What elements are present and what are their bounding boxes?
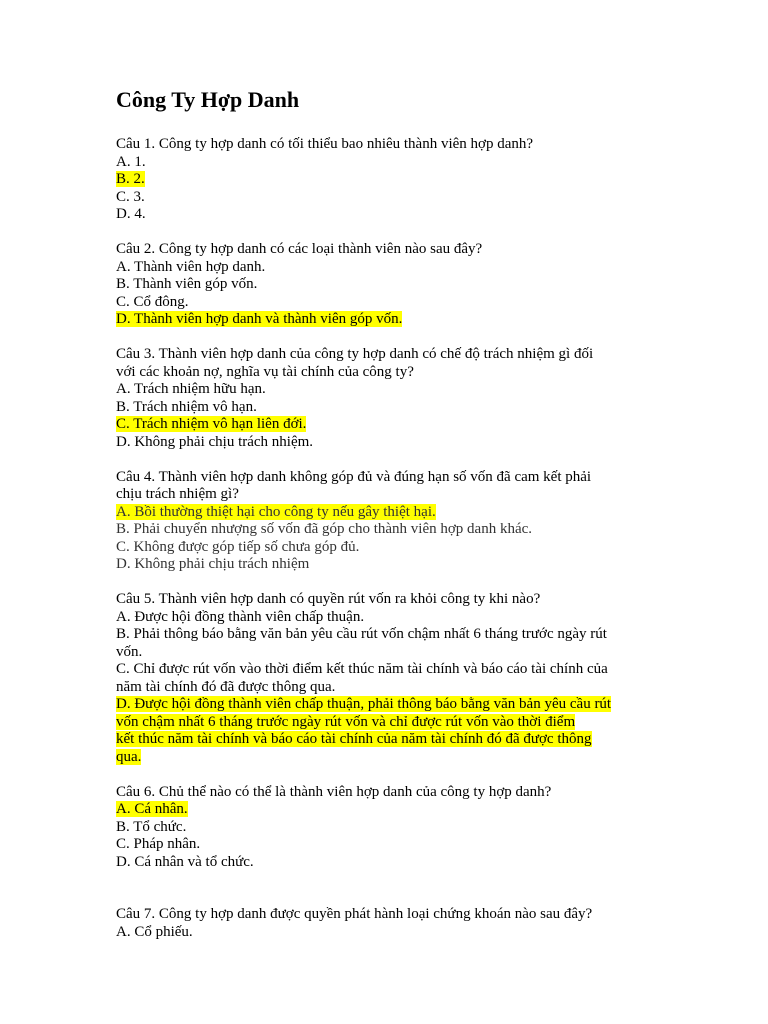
answer-option-highlighted: [116, 504, 656, 522]
question-text: chịu trách nhiệm gì?: [116, 486, 239, 502]
answer-option-text: B. Phải chuyển nhượng số vốn đã góp cho thành viên hợp danh khác.: [116, 521, 533, 537]
answer-option: [116, 854, 656, 872]
answer-option-highlighted: [116, 714, 656, 732]
question-text: Câu 6. Chủ thể nào có thể là thành viên hợp danh của công ty hợp danh?: [116, 783, 552, 800]
answer-option: [116, 259, 656, 277]
answer-option: [116, 556, 656, 574]
answer-option-highlighted: [116, 171, 656, 189]
question-text: với các khoản nợ, nghĩa vụ tài chính của công ty?: [116, 363, 414, 380]
answer-option-highlighted: [116, 696, 656, 714]
answer-option-text: A. Cá nhân.: [116, 801, 188, 817]
answer-option: [116, 294, 656, 312]
answer-option-text: kết thúc năm tài chính và báo cáo tài chính của năm tài chính đó đã được thông: [116, 731, 592, 747]
answer-option-text: C. Không được góp tiếp số chưa góp đủ.: [116, 538, 360, 555]
answer-option-text: C. Pháp nhân.: [116, 836, 201, 852]
answer-option: [116, 609, 656, 627]
answer-option-text: qua.: [116, 748, 142, 765]
question-block: [116, 591, 656, 766]
answer-option: [116, 539, 656, 557]
question-text: Câu 1. Công ty hợp danh có tối thiểu bao nhiêu thành viên hợp danh?: [116, 136, 534, 152]
question-block: [116, 136, 656, 224]
answer-option: [116, 434, 656, 452]
answer-option-text: A. Trách nhiệm hữu hạn.: [116, 381, 266, 397]
question-text: Câu 2. Công ty hợp danh có các loại thành viên nào sau đây?: [116, 241, 483, 257]
answer-option: [116, 661, 656, 679]
answer-option-text: B. Phải thông báo bằng văn bản yêu cầu rút vốn chậm nhất 6 tháng trước ngày rút: [116, 626, 607, 642]
answer-option: [116, 819, 656, 837]
question-text: Câu 3. Thành viên hợp danh của công ty hợp danh có chế độ trách nhiệm gì đối: [116, 346, 594, 362]
question-text: Câu 4. Thành viên hợp danh không góp đủ và đúng hạn số vốn đã cam kết phải: [116, 468, 592, 485]
answer-option-highlighted: [116, 311, 656, 329]
answer-option-text: B. Trách nhiệm vô hạn.: [116, 398, 257, 415]
answer-option-text: A. Cổ phiếu.: [116, 923, 193, 940]
answer-option-text: vốn chậm nhất 6 tháng trước ngày rút vốn và chỉ được rút vốn vào thời điểm: [116, 713, 576, 730]
answer-option: [116, 154, 656, 172]
answer-option-text: A. Bồi thường thiệt hại cho công ty nếu gây thiệt hại.: [116, 503, 436, 520]
question-block: [116, 906, 656, 941]
answer-option-highlighted: [116, 749, 656, 767]
answer-option-text: vốn.: [116, 643, 143, 660]
document-title: Công Ty Hợp Danh: [116, 87, 300, 112]
answer-option: [116, 399, 656, 417]
answer-option: [116, 626, 656, 644]
answer-option-highlighted: [116, 731, 656, 749]
answer-option: [116, 276, 656, 294]
answer-option-text: B. Tổ chức.: [116, 818, 187, 835]
answer-option-text: B. Thành viên góp vốn.: [116, 276, 258, 292]
answer-option: [116, 924, 656, 942]
answer-option: [116, 836, 656, 854]
answer-option-text: A. 1.: [116, 153, 146, 170]
answer-option-highlighted: [116, 416, 656, 434]
answer-option: [116, 206, 656, 224]
answer-option-text: D. Được hội đồng thành viên chấp thuận, phải thông báo bằng văn bản yêu cầu rút: [116, 696, 612, 712]
question-block: [116, 784, 656, 872]
question-list: [116, 136, 656, 941]
answer-option-text: B. 2.: [116, 171, 145, 187]
answer-option: [116, 381, 656, 399]
answer-option-text: C. Chỉ được rút vốn vào thời điểm kết thúc năm tài chính và báo cáo tài chính của: [116, 661, 608, 677]
answer-option: [116, 189, 656, 207]
answer-option-text: C. Cổ đông.: [116, 293, 189, 310]
answer-option-text: A. Được hội đồng thành viên chấp thuận.: [116, 608, 365, 625]
answer-option: [116, 644, 656, 662]
answer-option-text: D. 4.: [116, 206, 146, 222]
answer-option-text: D. Không phải chịu trách nhiệm: [116, 556, 310, 572]
answer-option-text: D. Cá nhân và tổ chức.: [116, 853, 254, 870]
answer-option-text: C. 3.: [116, 188, 145, 205]
answer-option-highlighted: [116, 801, 656, 819]
answer-option-text: năm tài chính đó đã được thông qua.: [116, 678, 336, 695]
question-block: [116, 241, 656, 329]
answer-option-text: D. Không phải chịu trách nhiệm.: [116, 433, 314, 450]
answer-option: [116, 521, 656, 539]
question-text: Câu 7. Công ty hợp danh được quyền phát hành loại chứng khoán nào sau đây?: [116, 906, 593, 922]
answer-option-text: C. Trách nhiệm vô hạn liên đới.: [116, 416, 307, 432]
question-block: [116, 469, 656, 574]
answer-option-text: A. Thành viên hợp danh.: [116, 258, 266, 275]
question-text: Câu 5. Thành viên hợp danh có quyền rút vốn ra khỏi công ty khi nào?: [116, 591, 541, 607]
question-block: [116, 346, 656, 451]
answer-option: [116, 679, 656, 697]
answer-option-text: D. Thành viên hợp danh và thành viên góp vốn.: [116, 311, 403, 327]
